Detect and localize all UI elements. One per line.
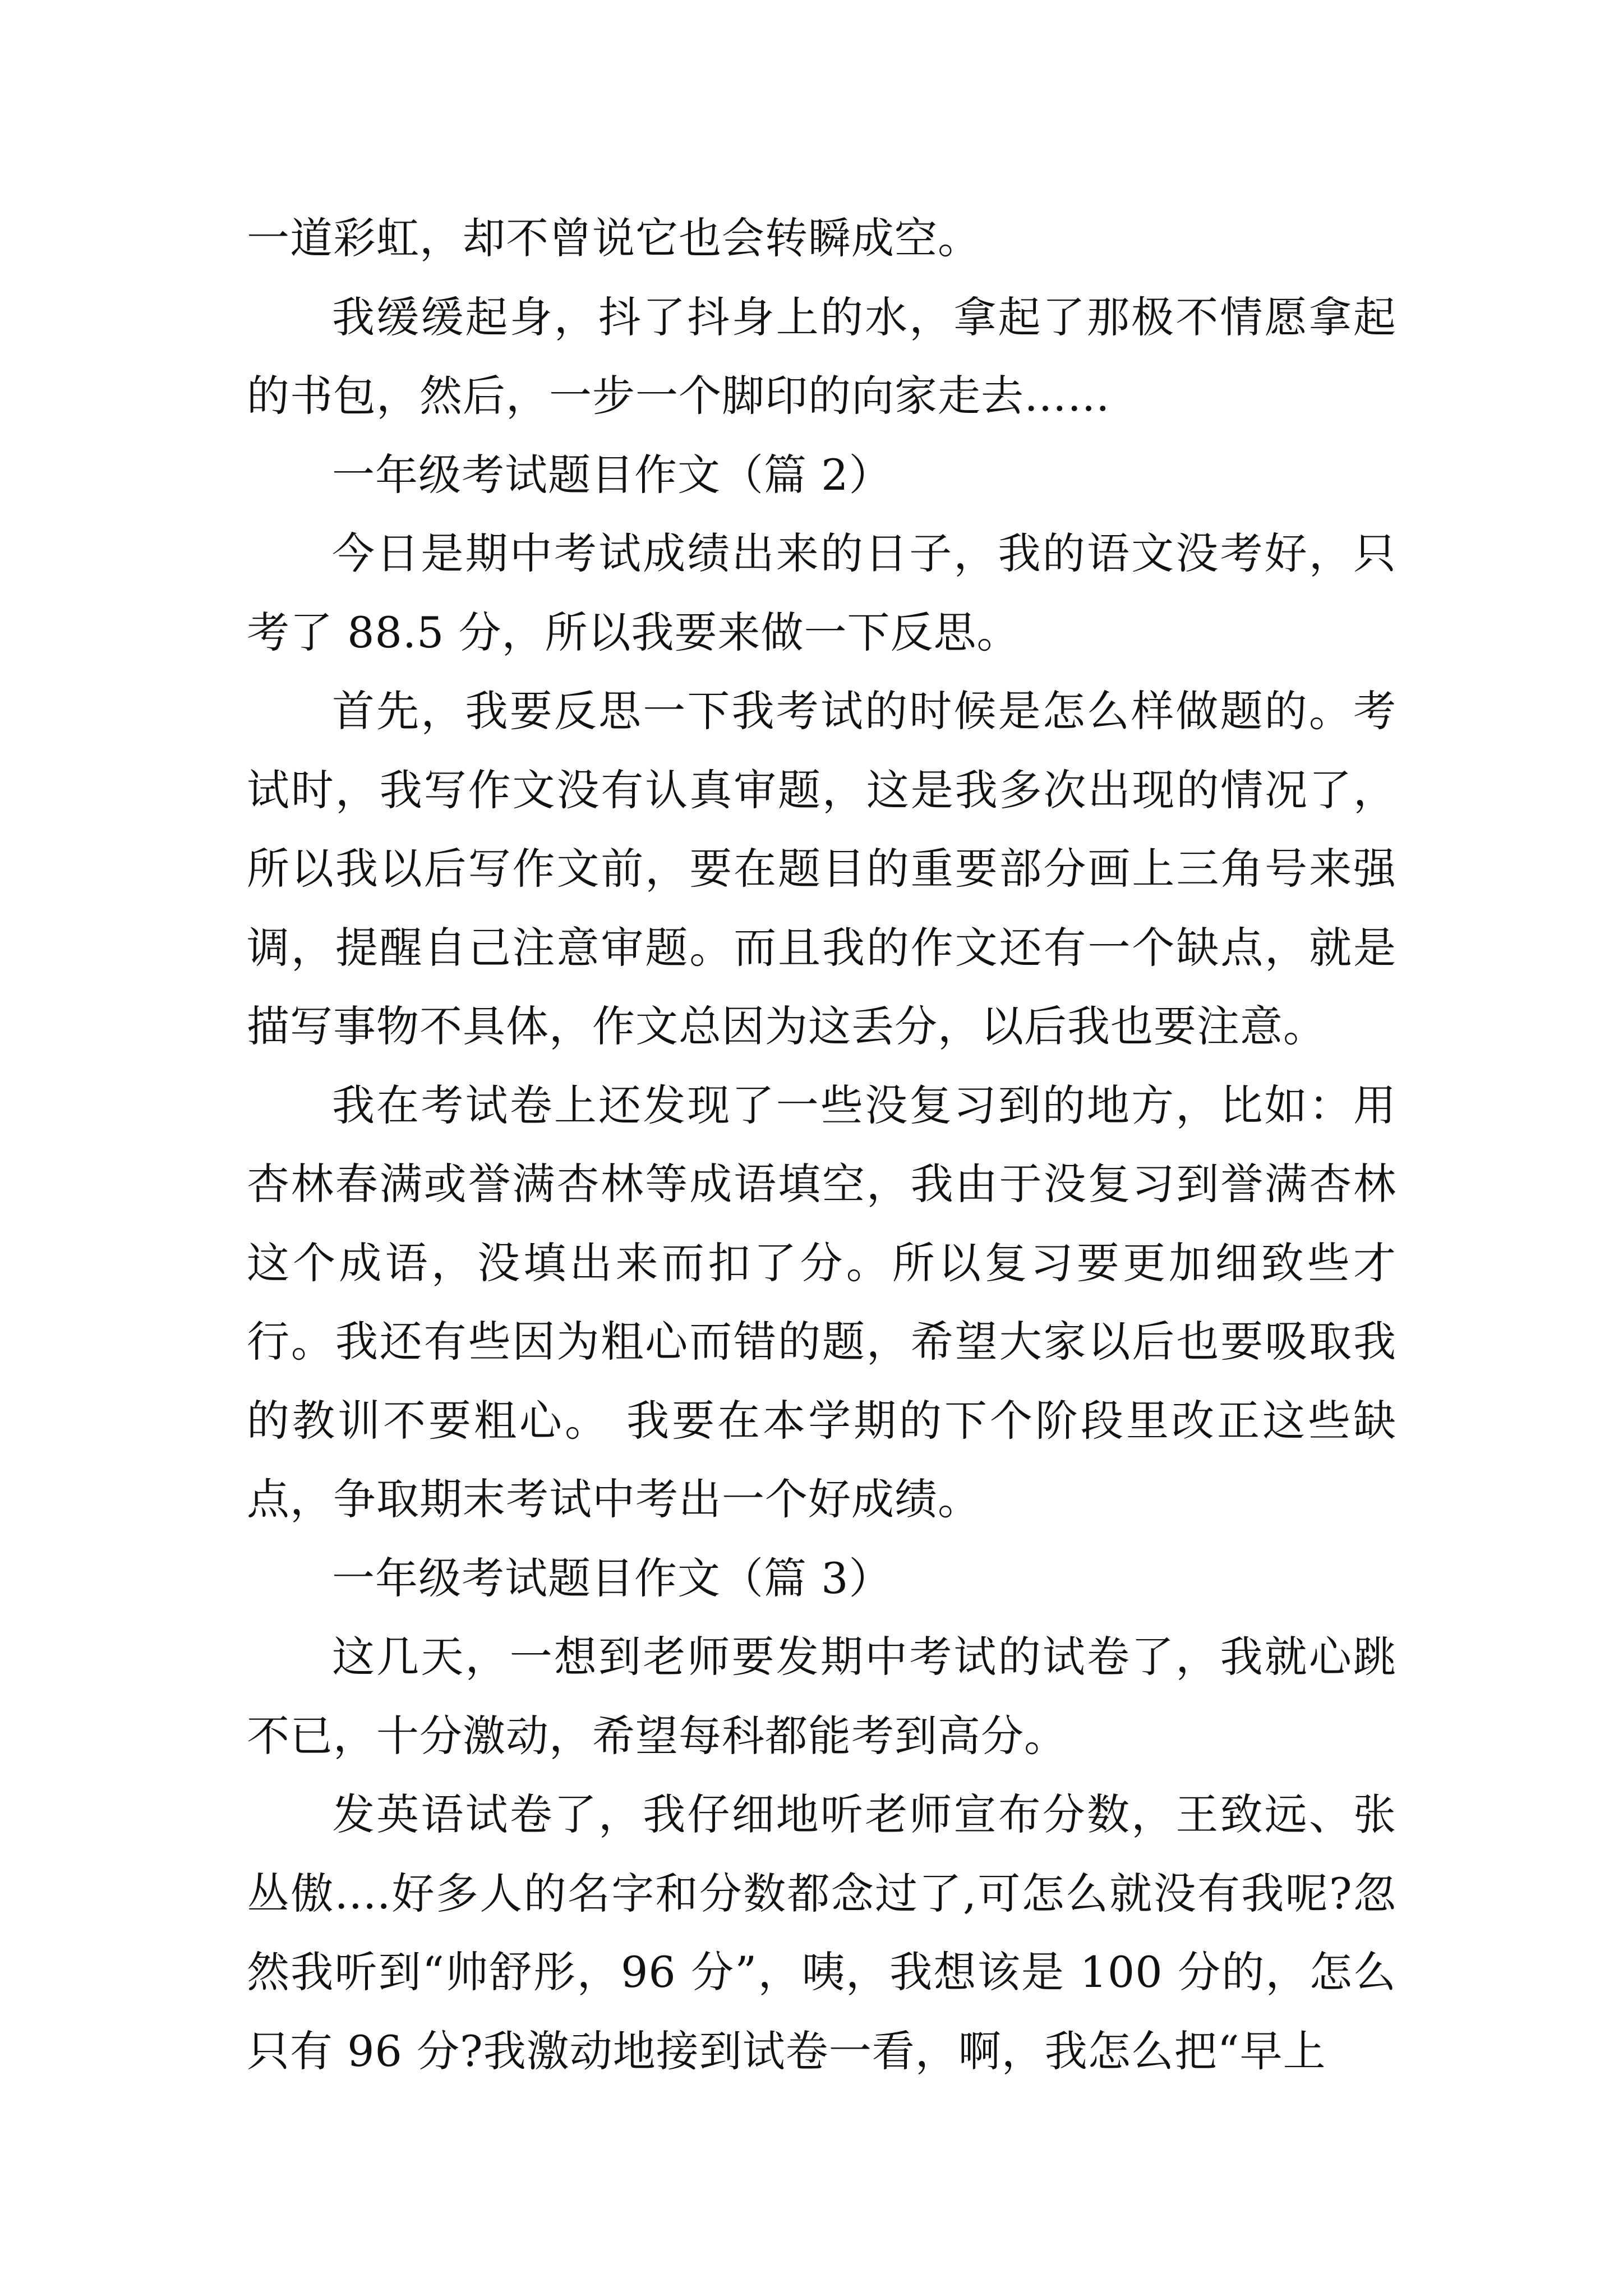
paragraph: 我缓缓起身，抖了抖身上的水，拿起了那极不情愿拿起的书包，然后，一步一个脚印的向家走去…… [247,292,1396,421]
section-heading-3: 一年级考试题目作文（篇 3） [332,1553,892,1603]
document-body [247,199,1396,2091]
paragraph-continuation: 一道彩虹，却不曾说它也会转瞬成空。 [247,213,981,263]
paragraph: 发英语试卷了，我仔细地听老师宣布分数，王致远、张丛傲....好多人的名字和分数都念过了,可怎么就没有我呢?忽然我听到“帅舒彤，96 分”，咦，我想该是 100 分的，怎么只有 96 分?我激动地接到试卷一看，啊，我怎么把“早上 [247,1789,1396,2076]
section-heading-2: 一年级考试题目作文（篇 2） [332,449,892,500]
paragraph: 今日是期中考试成绩出来的日子，我的语文没考好，只考了 88.5 分，所以我要来做一下反思。 [247,528,1396,657]
paragraph: 我在考试卷上还发现了一些没复习到的地方，比如：用杏林春满或誉满杏林等成语填空，我由于没复习到誉满杏林这个成语，没填出来而扣了分。所以复习要更加细致些才行。我还有些因为粗心而错的题，希望大家以后也要吸取我的教训不要粗心。 我要在本学期的下个阶段里改正这些缺点，争取期末考试中考出一个好成绩。 [247,1080,1396,1524]
paragraph: 首先，我要反思一下我考试的时候是怎么样做题的。考试时，我写作文没有认真审题，这是我多次出现的情况了，所以我以后写作文前，要在题目的重要部分画上三角号来强调，提醒自己注意审题。而且我的作文还有一个缺点，就是描写事物不具体，作文总因为这丢分，以后我也要注意。 [247,686,1396,1051]
paragraph: 这几天，一想到老师要发期中考试的试卷了，我就心跳不已，十分激动，希望每科都能考到高分。 [247,1632,1396,1761]
